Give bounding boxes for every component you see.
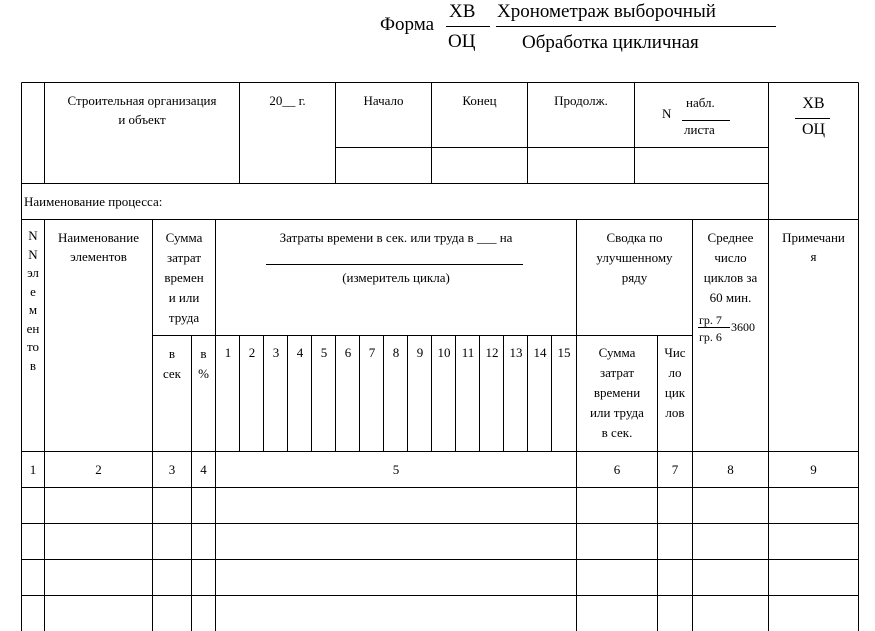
form-title-top: Хронометраж выборочный [497,1,716,22]
obs-col-3: 3 [272,345,280,360]
formula-denominator: гр. 6 [699,330,722,344]
col-number-5: 5 [392,462,400,477]
obs-col-14: 14 [533,345,547,360]
obs-col-13: 13 [509,345,523,360]
info-code-top: ХВ [802,95,825,112]
obs-col-8: 8 [392,345,400,360]
table-row [21,595,858,631]
obs-col-4: 4 [296,345,304,360]
forma-label: Форма [380,14,435,35]
col-number-4: 4 [200,462,207,477]
number-observation-label: набл. [686,95,715,110]
obs-col-1: 1 [224,345,232,360]
col-number-8: 8 [727,462,734,477]
col-number-3: 3 [168,462,176,477]
obs-col-12: 12 [485,345,499,360]
col-number-9: 9 [810,462,817,477]
col-number-1: 1 [29,462,37,477]
table-row [21,523,858,559]
obs-col-11: 11 [461,345,475,360]
end-label: Конец [462,93,497,108]
obs-col-6: 6 [344,345,352,360]
table-row [21,559,858,595]
cycle-measure-label: (измеритель цикла) [342,270,450,285]
seconds-subheader: в сек [162,346,181,381]
percent-subheader: в % [198,346,209,381]
obs-col-10: 10 [437,345,451,360]
process-name-label: Наименование процесса: [24,194,163,209]
improved-series-header: Сводка по улучшенному ряду [596,230,673,285]
start-label: Начало [363,93,404,108]
obs-col-7: 7 [368,345,376,360]
formula-numerator: гр. 7 [699,313,722,327]
time-cost-header: Затраты времени в сек. или труда в ___ на [279,230,513,245]
average-cycles-header: Среднее число циклов за 60 мин. [703,230,758,305]
formula-multiplier: 3600 [731,320,755,334]
obs-col-15: 15 [557,345,571,360]
col-number-2: 2 [95,462,102,477]
form-title-bottom: Обработка цикличная [522,32,699,53]
element-name-header: Наименование элементов [58,230,139,264]
table-row [21,487,858,523]
improved-total-subheader: Сумма затрат времени или труда в сек. [590,345,644,440]
col-number-7: 7 [671,462,679,477]
total-cost-header: Сумма затрат времен и или труда [164,230,204,325]
info-code-bottom: ОЦ [801,121,826,138]
cycle-count-subheader: Чис ло цик лов [664,345,686,420]
number-sheet-label: листа [684,122,715,137]
form-code-bottom: ОЦ [448,31,476,52]
org-and-object-label: Строительная организация и объект [67,93,217,127]
element-number-header: N N эл е м ен то в [26,228,40,373]
obs-col-5: 5 [320,345,328,360]
form-code-top: ХВ [449,1,476,22]
col-number-6: 6 [613,462,621,477]
year-field: 20__ г. [269,93,306,108]
obs-col-2: 2 [248,345,256,360]
duration-label: Продолж. [554,93,608,108]
obs-col-9: 9 [416,345,424,360]
notes-header: Примечани я [782,230,845,264]
number-prefix: N [662,106,672,121]
